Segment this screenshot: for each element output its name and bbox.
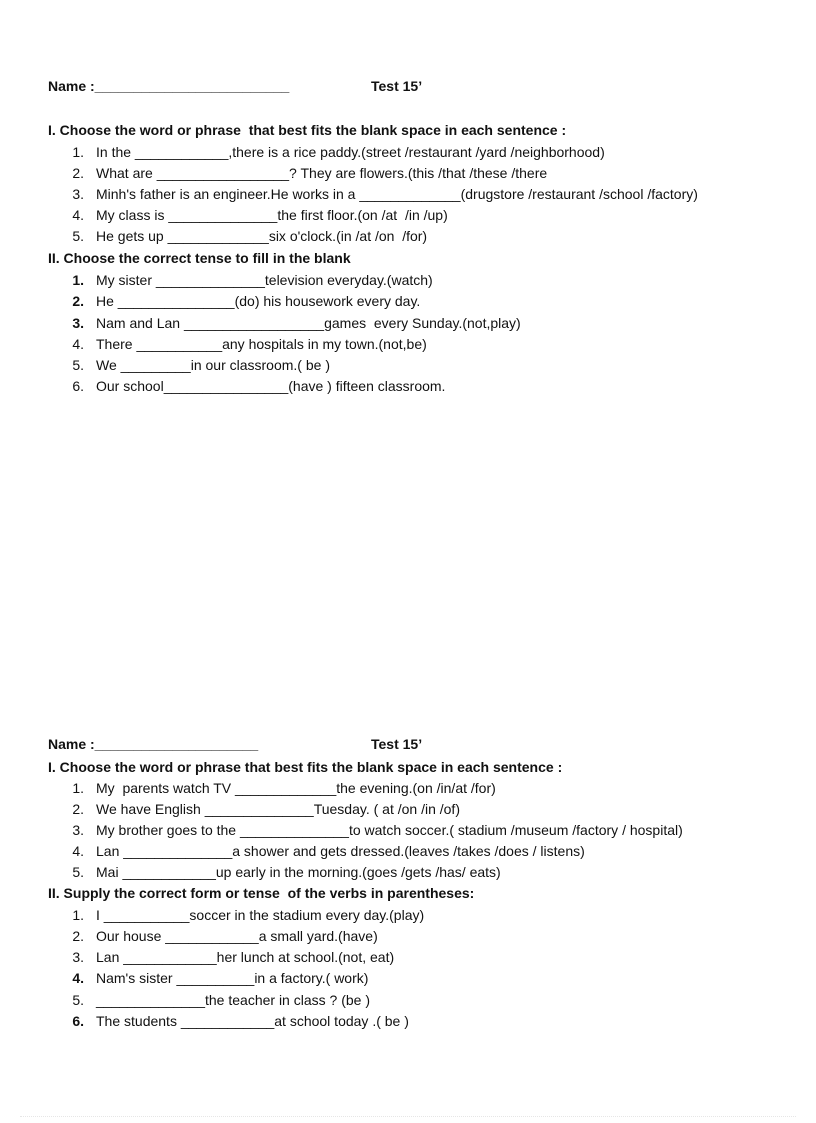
test1-s1-item-5 (70, 228, 427, 244)
item-number: 3. (72, 186, 84, 202)
item-number: 3. (72, 949, 84, 965)
test1-s2-item-4 (70, 336, 427, 352)
test2-s2-item-2 (70, 928, 378, 944)
item-text: He _______________(do) his housework every day. (96, 293, 421, 309)
test2-section2-heading: II. Supply the correct form or tense of the verbs in parentheses: (48, 885, 475, 901)
item-number: 4. (72, 970, 84, 986)
test1-section1-heading: I. Choose the word or phrase that best fits the blank space in each sentence : (48, 122, 567, 138)
test1-section2-heading: II. Choose the correct tense to fill in the blank (48, 250, 351, 266)
test1-title: Test 15’ (371, 78, 423, 94)
item-number: 4. (72, 207, 84, 223)
test2-s1-item-3 (70, 822, 683, 838)
test1-s2-item-1 (70, 272, 433, 288)
item-text: I ___________soccer in the stadium every day.(play) (96, 907, 425, 923)
test1-s2-item-3 (70, 315, 521, 331)
item-number: 2. (72, 928, 84, 944)
item-text: We have English ______________Tuesday. ( at /on /in /of) (96, 801, 460, 817)
item-number: 2. (72, 293, 84, 309)
test1-s2-item-2 (70, 293, 420, 309)
test2-s2-item-3 (70, 949, 394, 965)
item-number: 5. (72, 992, 84, 1008)
test2-s1-item-5 (70, 864, 501, 880)
item-text: Our school________________(have ) fifteen classroom. (96, 378, 446, 394)
test1-s2-item-5 (70, 357, 330, 373)
item-number: 1. (72, 907, 84, 923)
item-number: 1. (72, 272, 84, 288)
test2-s2-item-1 (70, 907, 424, 923)
item-number: 3. (72, 315, 84, 331)
item-number: 1. (72, 144, 84, 160)
item-text: Nam's sister __________in a factory.( work) (96, 970, 369, 986)
test1-s2-item-6 (70, 378, 445, 394)
item-text: My class is ______________the first floor.(on /at /in /up) (96, 207, 448, 223)
item-number: 3. (72, 822, 84, 838)
item-text: Nam and Lan __________________games every Sunday.(not,play) (96, 315, 521, 331)
item-number: 2. (72, 165, 84, 181)
test2-s1-item-2 (70, 801, 460, 817)
test2-name-label: Name :_____________________ (48, 736, 259, 752)
item-text: What are _________________? They are flowers.(this /that /these /there (96, 165, 548, 181)
item-text: Mai ____________up early in the morning.(goes /gets /has/ eats) (96, 864, 501, 880)
item-text: He gets up _____________six o'clock.(in /at /on /for) (96, 228, 428, 244)
item-number: 6. (72, 1013, 84, 1029)
test2-section1-heading: I. Choose the word or phrase that best fits the blank space in each sentence : (48, 759, 563, 775)
test1-s1-item-4 (70, 207, 448, 223)
item-text: ______________the teacher in class ? (be ) (96, 992, 370, 1008)
item-text: My parents watch TV _____________the evening.(on /in/at /for) (96, 780, 496, 796)
page-bottom-divider (20, 1116, 796, 1117)
test1-s1-item-3 (70, 186, 698, 202)
item-number: 1. (72, 780, 84, 796)
item-text: There ___________any hospitals in my town.(not,be) (96, 336, 427, 352)
test2-s2-item-4 (70, 970, 368, 986)
item-number: 4. (72, 336, 84, 352)
test2-s2-item-5 (70, 992, 370, 1008)
item-text: We _________in our classroom.( be ) (96, 357, 330, 373)
item-text: My sister ______________television everyday.(watch) (96, 272, 433, 288)
test1-name-label: Name :_________________________ (48, 78, 290, 94)
item-text: Lan ______________a shower and gets dressed.(leaves /takes /does / listens) (96, 843, 585, 859)
item-number: 6. (72, 378, 84, 394)
item-text: In the ____________,there is a rice paddy.(street /restaurant /yard /neighborhood) (96, 144, 605, 160)
item-text: Lan ____________her lunch at school.(not, eat) (96, 949, 395, 965)
item-text: Minh's father is an engineer.He works in a _____________(drugstore /restaurant /school /factory) (96, 186, 698, 202)
item-number: 2. (72, 801, 84, 817)
item-text: The students ____________at school today .( be ) (96, 1013, 409, 1029)
test1-s1-item-1 (70, 144, 605, 160)
item-number: 5. (72, 228, 84, 244)
test2-title: Test 15’ (371, 736, 423, 752)
test2-s2-item-6 (70, 1013, 409, 1029)
item-text: Our house ____________a small yard.(have) (96, 928, 378, 944)
test1-s1-item-2 (70, 165, 547, 181)
item-number: 4. (72, 843, 84, 859)
item-number: 5. (72, 864, 84, 880)
item-text: My brother goes to the ______________to watch soccer.( stadium /museum /factory / hospital) (96, 822, 683, 838)
test2-s1-item-4 (70, 843, 585, 859)
item-number: 5. (72, 357, 84, 373)
test2-s1-item-1 (70, 780, 496, 796)
